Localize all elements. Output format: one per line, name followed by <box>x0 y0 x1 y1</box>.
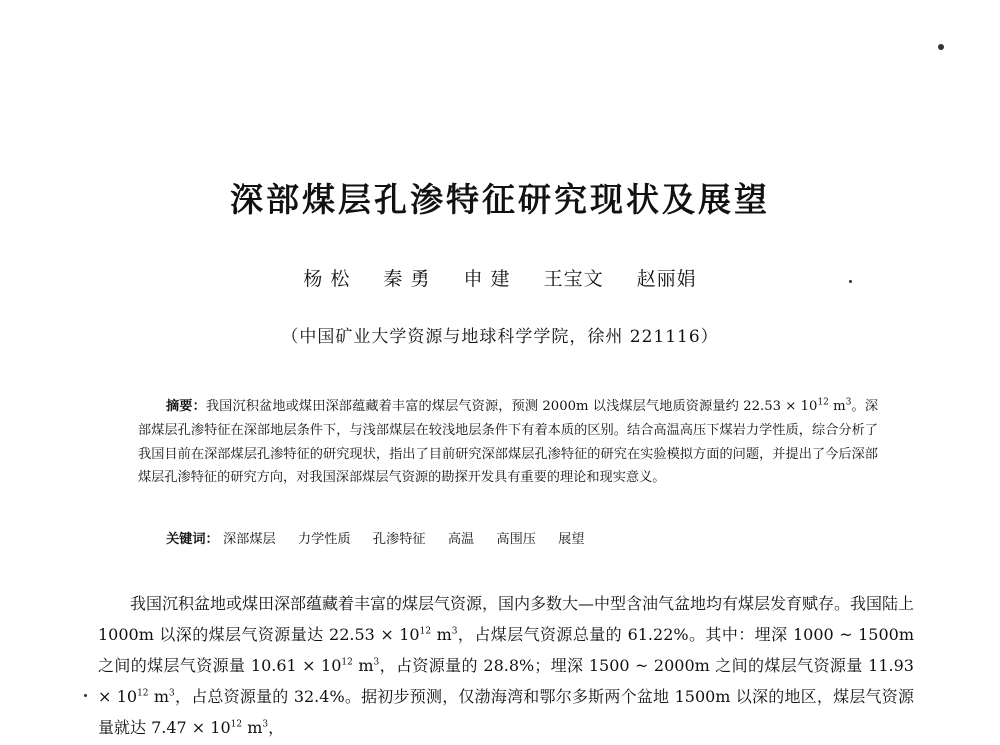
body-sentence: ，占总资源量的 32.4%。据初步预测，仅渤海湾和鄂尔多斯两个盆地 1500m 以深的地区，煤层气资源量就达 7.47 × 10 <box>98 687 914 737</box>
author-name: 赵丽娟 <box>636 268 697 290</box>
body-text <box>98 588 914 743</box>
exponent: 3 <box>451 626 458 637</box>
author-name: 申 建 <box>463 268 511 290</box>
body-sentence: ，占煤层气资源总量的 61.22%。其中：埋深 1000 ~ 1500m 之间的煤层气资源量 10.61 × 10 <box>98 625 915 675</box>
abstract-text: 。深部煤层孔渗特征在深部地层条件下，与浅部煤层在较浅地层条件下有着本质的区别。结合高温高压下煤岩力学性质，综合分析了我国目前在深部煤层孔渗特征的研究现状，指出了目前研究深部煤层孔渗特征的研究在实验模拟方面的问题，并提出了今后深部煤层孔渗特征的研究方向，对我国深部煤层气资源的勘探开发具有重要的理论和现实意义。 <box>138 399 879 486</box>
author-list <box>0 264 1000 291</box>
keywords-label: 关键词： <box>166 532 219 547</box>
keyword: 深部煤层 <box>222 532 276 547</box>
keyword: 高温 <box>447 532 475 547</box>
unit: m <box>148 687 170 706</box>
unit: m <box>431 625 452 644</box>
scan-speck <box>84 694 87 697</box>
keyword: 力学性质 <box>297 532 351 547</box>
keyword: 孔渗特征 <box>372 532 426 547</box>
exponent: 12 <box>341 657 353 668</box>
author-name: 秦 勇 <box>383 268 431 290</box>
exponent: 12 <box>137 688 149 699</box>
scan-speck <box>849 280 852 283</box>
unit: m <box>352 656 374 675</box>
author-name: 王宝文 <box>543 268 604 290</box>
author-name: 杨 松 <box>303 268 351 290</box>
exponent: 12 <box>419 626 432 637</box>
body-sentence: ，占资源量的 28.8%；埋深 1500 ~ 2000m 之间的煤层气资源量 11.93 × 10 <box>98 656 914 706</box>
keyword: 高围压 <box>496 532 536 547</box>
unit: m <box>242 718 263 737</box>
paper-title: 深部煤层孔渗特征研究现状及展望 <box>230 180 770 219</box>
body-sentence: 我国沉积盆地或煤田深部蕴藏着丰富的煤层气资源，国内多数大—中型含油气盆地均有煤层发育赋存。我国陆上 1000m 以深的煤层气资源量达 22.53 × 10 <box>98 594 915 644</box>
keywords <box>166 530 866 550</box>
exponent: 3 <box>845 397 852 408</box>
abstract-label: 摘要： <box>166 399 206 414</box>
body-sentence: ， <box>268 718 285 737</box>
scan-speck <box>938 44 944 50</box>
exponent: 3 <box>373 657 380 668</box>
abstract-text: 我国沉积盆地或煤田深部蕴藏着丰富的煤层气资源，预测 2000m 以浅煤层气地质资源量约 22.53 × 10 <box>205 399 818 414</box>
exponent: 3 <box>169 688 175 699</box>
body-paragraph <box>98 588 914 743</box>
unit: m <box>828 399 846 414</box>
exponent: 12 <box>230 719 243 730</box>
keyword: 展望 <box>558 532 585 547</box>
affiliation: （中国矿业大学资源与地球科学学院，徐州 221116） <box>281 327 719 347</box>
exponent: 3 <box>262 719 269 730</box>
abstract <box>138 395 878 490</box>
exponent: 12 <box>817 397 829 408</box>
